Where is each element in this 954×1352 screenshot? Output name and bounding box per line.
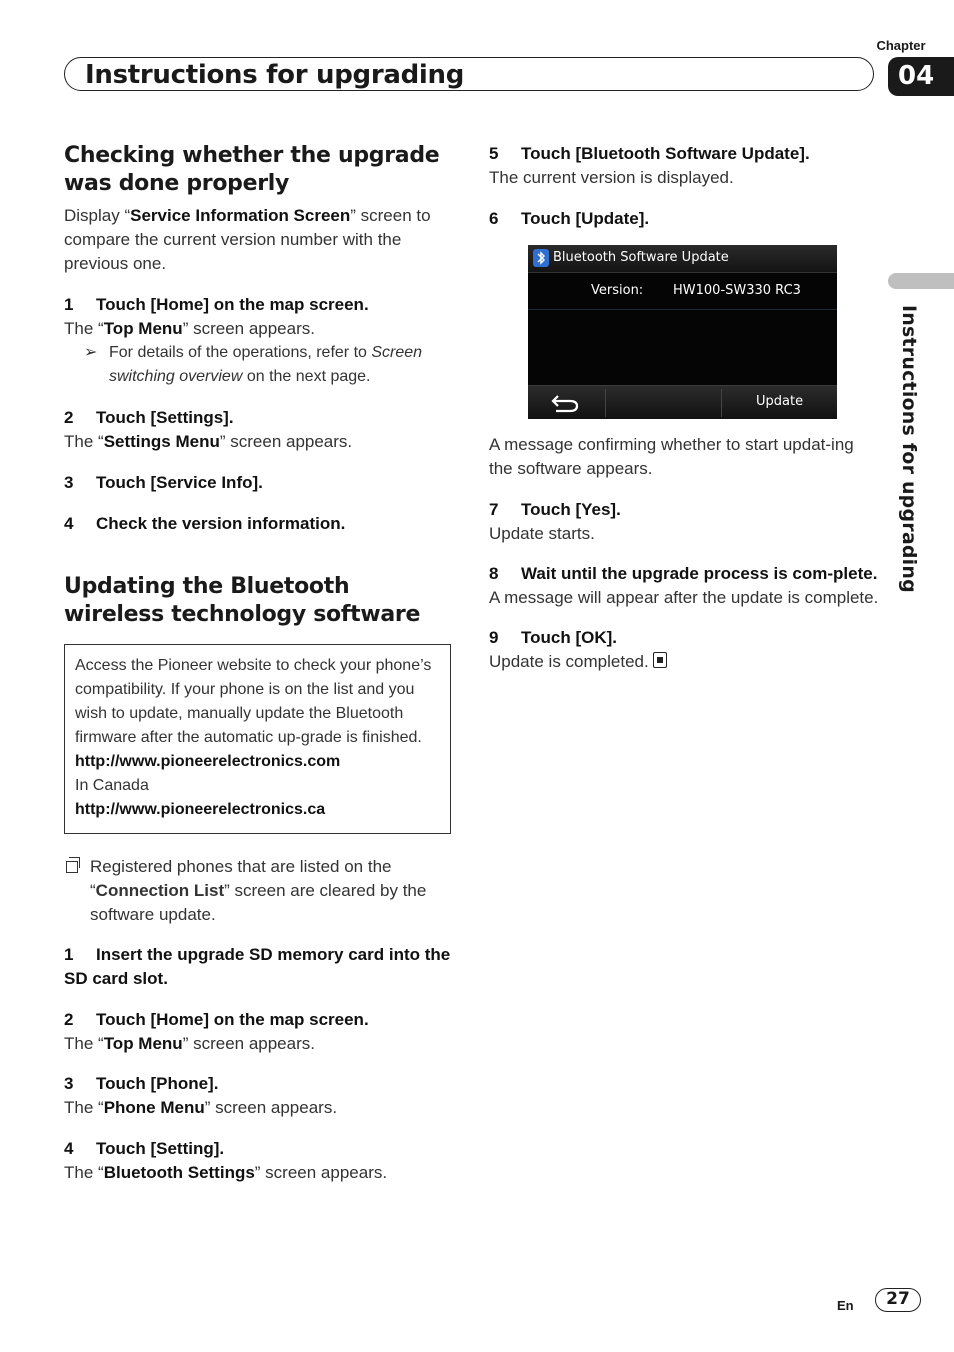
end-mark-icon xyxy=(653,652,667,668)
section-heading-checking: Checking whether the upgrade was done properly xyxy=(64,143,440,196)
bt-step-6: 6 Touch [Update]. xyxy=(489,209,650,228)
bt-step-7: 7 Touch [Yes]. xyxy=(489,500,621,519)
arrow-right-icon: ➢ xyxy=(84,344,98,361)
step-2: 2 Touch [Settings]. xyxy=(64,408,234,427)
bt-step-4: 4 Touch [Setting]. xyxy=(64,1139,225,1158)
bt-step-2: 2 Touch [Home] on the map screen. xyxy=(64,1010,369,1029)
chapter-label: Chapter xyxy=(876,38,926,53)
side-tab-marker xyxy=(888,273,954,289)
device-title-bar xyxy=(528,245,837,273)
info-box-text: Access the Pioneer website to check your phone’s compatibility. If your phone is on the list and you wish to update, manually update the Bluetooth firmware after the automatic up-grade is finished. xyxy=(75,657,432,746)
step-desc: A message will appear after the update is complete. xyxy=(489,588,879,607)
bluetooth-icon xyxy=(533,249,549,267)
version-row xyxy=(528,279,837,310)
bt-step-9: 9 Touch [OK]. xyxy=(489,628,617,647)
step-desc: The “Bluetooth Settings” screen appears. xyxy=(64,1163,388,1182)
intro-text: Display “ xyxy=(64,206,131,225)
step-desc: The “Phone Menu” screen appears. xyxy=(64,1098,338,1117)
section-heading-bluetooth: Updating the Bluetooth wireless technology software xyxy=(64,574,421,627)
side-tab-label: Instructions for upgrading xyxy=(898,305,920,593)
step-number: 1 xyxy=(64,295,74,314)
intro-bold: Service Information Screen xyxy=(130,206,351,225)
step-desc: The “Settings Menu” screen appears. xyxy=(64,432,353,451)
step-1 xyxy=(64,293,454,317)
bt-step-3: 3 Touch [Phone]. xyxy=(64,1074,219,1093)
page-title: Instructions for upgrading xyxy=(85,60,465,90)
website-link-ca[interactable]: http://www.pioneerelectronics.ca xyxy=(75,801,326,818)
chapter-number: 04 xyxy=(888,57,954,96)
back-arrow-icon[interactable] xyxy=(546,391,586,415)
version-label: Version: xyxy=(591,283,644,298)
language-label: En xyxy=(837,1298,854,1313)
left-column xyxy=(64,140,454,1185)
device-button-bar xyxy=(528,385,837,419)
step-desc: The “Top Menu” screen appears. xyxy=(64,1034,315,1053)
caution-note: Registered phones that are listed on the “Connection List” screen are cleared by the software update. xyxy=(64,855,454,927)
canada-label: In Canada xyxy=(75,777,149,794)
section-intro xyxy=(64,204,454,276)
step-desc: The “Top Menu” screen appears. xyxy=(64,319,315,338)
note-checkbox-icon xyxy=(66,861,78,873)
update-button[interactable]: Update xyxy=(756,394,804,409)
page-title-bar xyxy=(64,57,874,91)
after-screen-text: A message confirming whether to start updat-ing the software appears. xyxy=(489,435,854,478)
step-desc: The current version is displayed. xyxy=(489,168,734,187)
reference-note: ➢ For details of the operations, refer to Screen switching overview on the next page. xyxy=(64,341,454,389)
bt-step-5: 5 Touch [Bluetooth Software Update]. xyxy=(489,144,810,163)
bt-step-8: 8 Wait until the upgrade process is com-plete. xyxy=(489,564,878,583)
step-desc: Update starts. xyxy=(489,524,595,543)
page-number: 27 xyxy=(875,1288,921,1312)
divider xyxy=(605,389,606,417)
reference-link-text: Screen switching overview xyxy=(109,344,423,385)
info-box xyxy=(64,644,451,834)
version-value: HW100-SW330 RC3 xyxy=(673,283,801,298)
device-screenshot xyxy=(528,245,837,419)
step-3: 3 Touch [Service Info]. xyxy=(64,473,263,492)
step-label: Touch [Home] on the map screen. xyxy=(96,295,369,314)
divider xyxy=(721,389,722,417)
device-title: Bluetooth Software Update xyxy=(553,250,729,265)
step-4: 4 Check the version information. xyxy=(64,514,346,533)
bt-step-1: 1 Insert the upgrade SD memory card into the SD card slot. xyxy=(64,945,451,988)
step-desc: Update is completed. xyxy=(489,650,879,674)
website-link-us[interactable]: http://www.pioneerelectronics.com xyxy=(75,753,341,770)
intro-text-end: ” screen to compare the current version number with the previous one. xyxy=(64,206,431,273)
